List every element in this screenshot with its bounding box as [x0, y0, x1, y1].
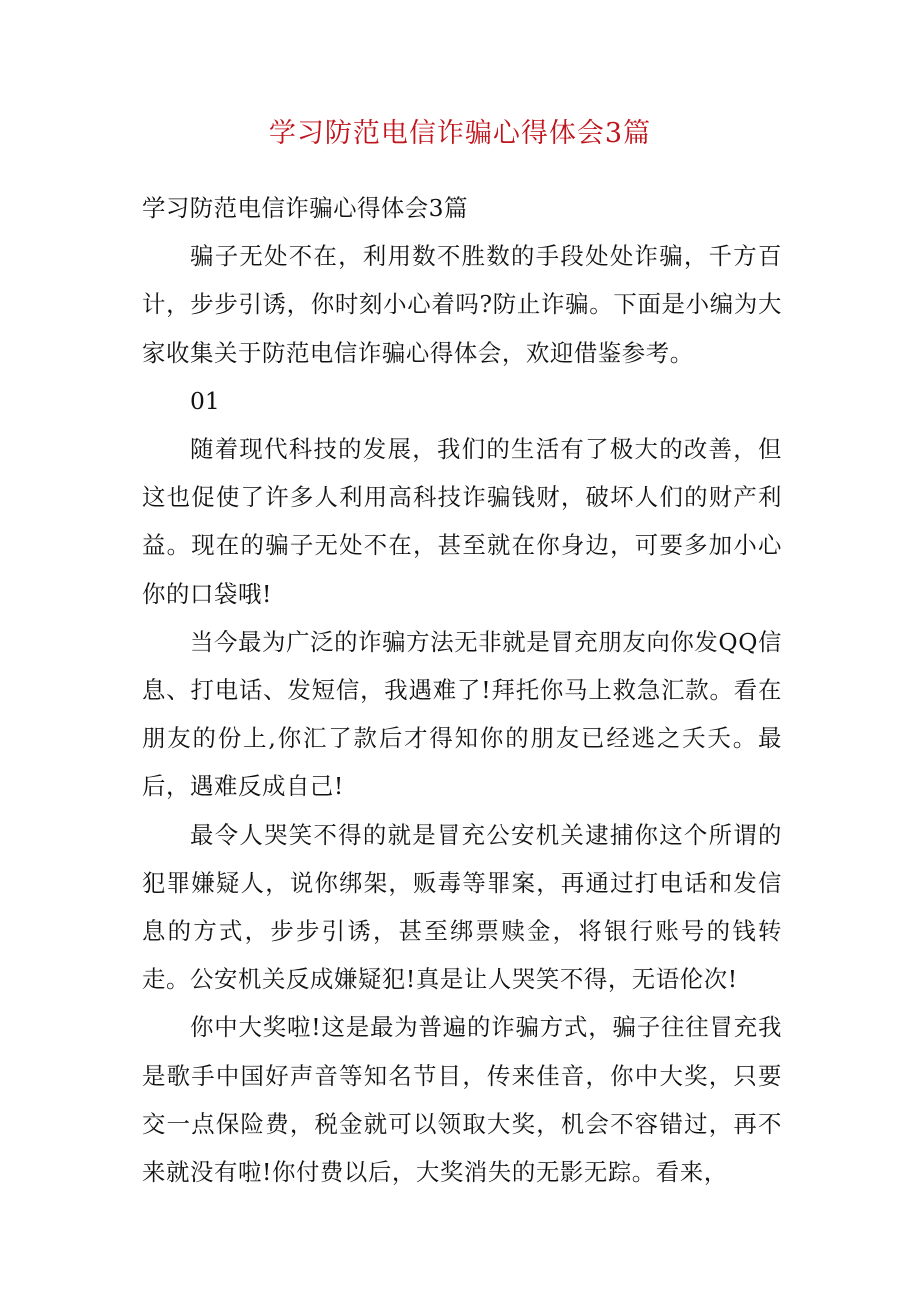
body-paragraph: 当今最为广泛的诈骗方法无非就是冒充朋友向你发QQ信息、打电话、发短信，我遇难了!拜托你马上救急汇款。看在朋友的份上,你汇了款后才得知你的朋友已经逃之夭夭。最后，遇难反成自己! — [142, 627, 782, 801]
section-number: 01 — [190, 386, 220, 415]
document-subtitle: 学习防范电信诈骗心得体会3篇 — [142, 194, 468, 222]
document-title: 学习防范电信诈骗心得体会3篇 — [268, 118, 652, 149]
body-paragraph: 随着现代科技的发展，我们的生活有了极大的改善，但这也促使了许多人利用高科技诈骗钱财，破坏人们的财产利益。现在的骗子无处不在，甚至就在你身边，可要多加小心你的口袋哦! — [142, 435, 782, 608]
intro-paragraph: 骗子无处不在，利用数不胜数的手段处处诈骗，千方百计，步步引诱，你时刻小心着吗?防止诈骗。下面是小编为大家收集关于防范电信诈骗心得体会，欢迎借鉴参考。 — [142, 242, 782, 367]
body-paragraph: 最令人哭笑不得的就是冒充公安机关逮捕你这个所谓的犯罪嫌疑人，说你绑架，贩毒等罪案，再通过打电话和发信息的方式，步步引诱，甚至绑票赎金，将银行账号的钱转走。公安机关反成嫌疑犯!真是让人哭笑不得，无语伦次! — [142, 820, 782, 994]
document-body — [142, 184, 782, 1196]
body-paragraph: 你中大奖啦!这是最为普遍的诈骗方式，骗子往往冒充我是歌手中国好声音等知名节目，传来佳音，你中大奖，只要交一点保险费，税金就可以领取大奖，机会不容错过，再不来就没有啦!你付费以后，大奖消失的无影无踪。看来， — [142, 1013, 782, 1187]
